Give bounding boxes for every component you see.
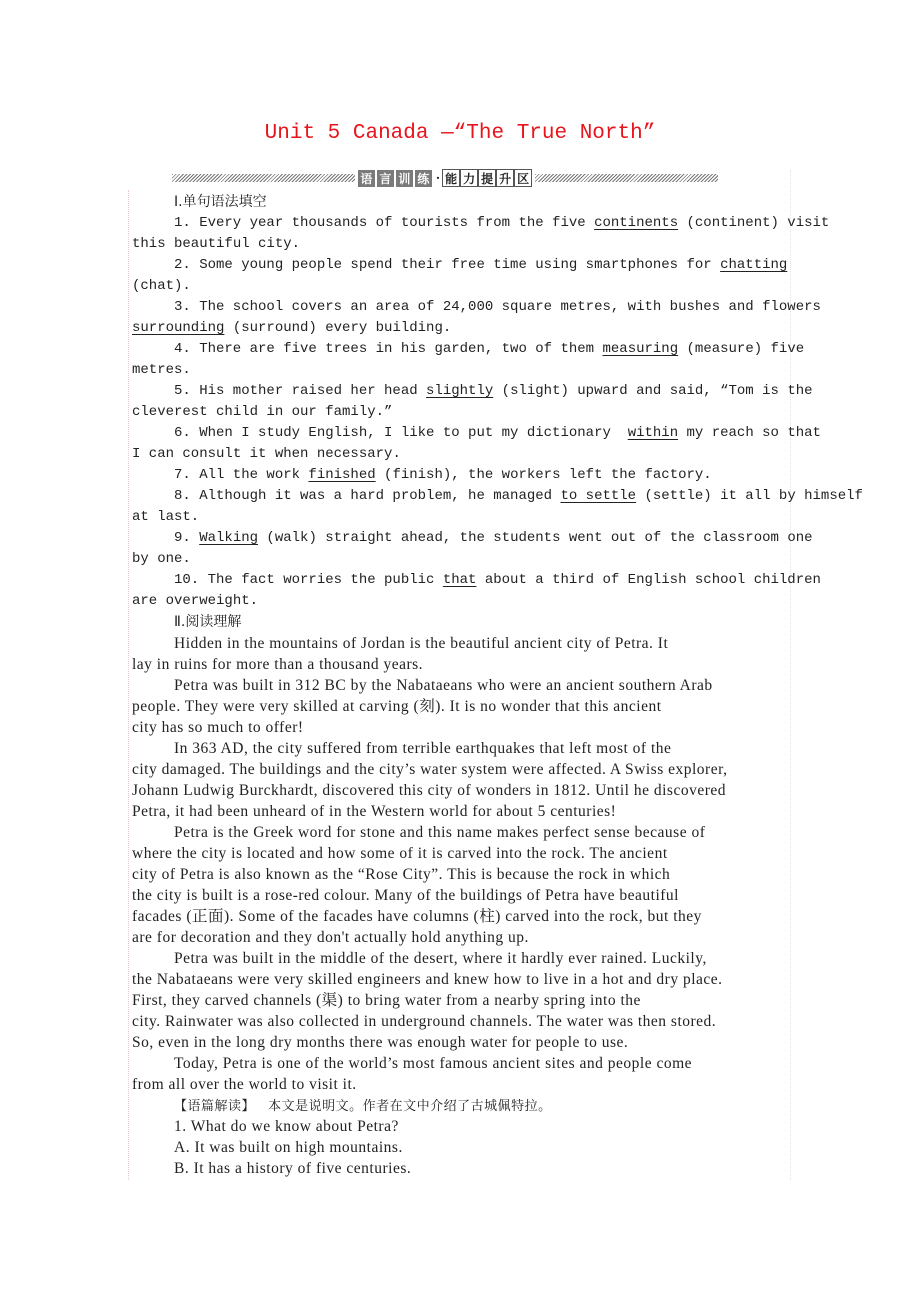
- item-text: 5. His mother raised her head: [174, 383, 427, 399]
- passage-line: city has so much to offer!: [132, 719, 304, 736]
- passage-line: So, even in the long dry months there was enough water for people to use.: [132, 1034, 629, 1051]
- banner-char: 言: [377, 170, 394, 187]
- passage-line: Petra was built in the middle of the desert, where it hardly ever rained. Luckily,: [174, 950, 707, 967]
- exercise-item-4: [132, 339, 838, 360]
- item-text: 4. There are five trees in his garden, two of them: [174, 341, 603, 357]
- exercise-item-2: [132, 255, 838, 276]
- banner-char: 能: [442, 169, 460, 187]
- exercise-item-1-cont: this beautiful city.: [132, 236, 301, 252]
- item-text: (surround) every building.: [224, 320, 452, 336]
- exercise-item-5: [132, 381, 838, 402]
- passage-line: First, they carved channels (渠) to bring water from a nearby spring into the: [132, 992, 641, 1009]
- banner-char: 提: [478, 169, 496, 187]
- item-text: (settle) it all by himself: [636, 488, 863, 504]
- exercise-item-3: 3. The school covers an area of 24,000 square metres, with bushes and flowers: [174, 299, 821, 315]
- exercise-item-6: [132, 423, 838, 444]
- item-text: 10. The fact worries the public: [174, 572, 443, 588]
- item-text: (finish), the workers left the factory.: [375, 467, 712, 483]
- answer-blank: finished: [308, 467, 376, 483]
- item-text: 1. Every year thousands of tourists from the five: [174, 215, 595, 231]
- answer-blank: that: [442, 572, 477, 588]
- banner-separator: ·: [435, 171, 441, 185]
- passage-line: Johann Ludwig Burckhardt, discovered this city of wonders in 1812. Until he discovered: [132, 782, 726, 799]
- banner-char: 练: [415, 170, 432, 187]
- passage-line: the Nabataeans were very skilled engineers and knew how to live in a hot and dry place.: [132, 971, 723, 988]
- passage-line: Petra, it had been unheard of in the Western world for about 5 centuries!: [132, 803, 617, 820]
- hatch-divider-right: [535, 174, 718, 182]
- exercise-item-7: [132, 465, 838, 486]
- passage-line: Petra is the Greek word for stone and this name makes perfect sense because of: [174, 824, 706, 841]
- hatch-divider-left: [172, 174, 355, 182]
- exercise-item-2-cont: (chat).: [132, 278, 191, 294]
- banner-label: [355, 169, 535, 187]
- exercise-item-1: [132, 213, 838, 234]
- analysis-text: 本文是说明文。作者在文中介绍了古城佩特拉。: [268, 1099, 552, 1114]
- question-option-b: B. It has a history of five centuries.: [174, 1160, 412, 1177]
- banner-char: 升: [496, 169, 514, 187]
- answer-blank: surrounding: [132, 320, 225, 336]
- banner-char: 训: [396, 170, 413, 187]
- document-body: [132, 192, 863, 1179]
- passage-line: people. They were very skilled at carving (刻). It is no wonder that this ancient: [132, 698, 662, 715]
- item-text: (slight) upward and said, “Tom is the: [493, 383, 813, 399]
- answer-blank: to settle: [560, 488, 637, 504]
- answer-blank: within: [627, 425, 679, 441]
- passage-line: the city is built is a rose-red colour. Many of the buildings of Petra have beautiful: [132, 887, 679, 904]
- item-text: (walk) straight ahead, the students went out of the classroom one: [258, 530, 813, 546]
- passage-line: city. Rainwater was also collected in underground channels. The water was then stored.: [132, 1013, 717, 1030]
- passage-line: facades (正面). Some of the facades have columns (柱) carved into the rock, but they: [132, 908, 702, 925]
- exercise-item-10-cont: are overweight.: [132, 593, 259, 609]
- banner-char: 力: [460, 169, 478, 187]
- analysis-label: 【语篇解读】: [174, 1099, 256, 1114]
- document-title: Unit 5 Canada —“The True North”: [264, 122, 656, 145]
- exercise-item-10: [132, 570, 838, 591]
- passage-line: lay in ruins for more than a thousand years.: [132, 656, 424, 673]
- answer-blank: Walking: [199, 530, 259, 546]
- passage-line: city damaged. The buildings and the city’s water system were affected. A Swiss explorer,: [132, 761, 728, 778]
- item-text: my reach so that: [678, 425, 821, 441]
- passage-line: from all over the world to visit it.: [132, 1076, 357, 1093]
- item-text: 7. All the work: [174, 467, 309, 483]
- question-option-a: A. It was built on high mountains.: [174, 1139, 403, 1156]
- item-text: 8. Although it was a hard problem, he managed: [174, 488, 561, 504]
- reading-passage: [132, 633, 838, 1179]
- passage-line: are for decoration and they don't actually hold anything up.: [132, 929, 529, 946]
- passage-line: Today, Petra is one of the world’s most famous ancient sites and people come: [174, 1055, 693, 1072]
- exercise-item-9-cont: by one.: [132, 551, 191, 567]
- passage-line: where the city is located and how some of it is carved into the rock. The ancient: [132, 845, 668, 862]
- left-margin-guide: [128, 190, 129, 1180]
- banner-char: 区: [514, 169, 532, 187]
- answer-blank: measuring: [602, 341, 679, 357]
- section-heading-reading: Ⅱ.阅读理解: [174, 614, 242, 630]
- answer-blank: slightly: [426, 383, 494, 399]
- item-text: (measure) five: [678, 341, 805, 357]
- answer-blank: chatting: [720, 257, 788, 273]
- section-heading-grammar: Ⅰ.单句语法填空: [174, 194, 267, 210]
- item-text: 2. Some young people spend their free time using smartphones for: [174, 257, 721, 273]
- item-text: about a third of English school children: [476, 572, 821, 588]
- exercise-item-5-cont: cleverest child in our family.”: [132, 404, 393, 420]
- exercise-item-4-cont: metres.: [132, 362, 191, 378]
- passage-analysis: [132, 1095, 838, 1116]
- exercise-item-3-cont: [132, 318, 838, 339]
- section-banner: [172, 168, 718, 188]
- passage-line: Petra was built in 312 BC by the Nabataeans who were an ancient southern Arab: [174, 677, 713, 694]
- exercise-item-9: [132, 528, 838, 549]
- item-text: 9.: [174, 530, 200, 546]
- exercise-item-8: [132, 486, 863, 507]
- answer-blank: continents: [594, 215, 679, 231]
- item-text: 6. When I study English, I like to put my dictionary: [174, 425, 628, 441]
- question-stem: 1. What do we know about Petra?: [174, 1118, 399, 1135]
- exercise-item-8-cont: at last.: [132, 509, 200, 525]
- exercise-item-6-cont: I can consult it when necessary.: [132, 446, 401, 462]
- passage-line: city of Petra is also known as the “Rose City”. This is because the rock in which: [132, 866, 671, 883]
- banner-char: 语: [358, 170, 375, 187]
- passage-line: Hidden in the mountains of Jordan is the beautiful ancient city of Petra. It: [174, 635, 669, 652]
- item-text: (continent) visit: [678, 215, 830, 231]
- passage-line: In 363 AD, the city suffered from terrible earthquakes that left most of the: [174, 740, 672, 757]
